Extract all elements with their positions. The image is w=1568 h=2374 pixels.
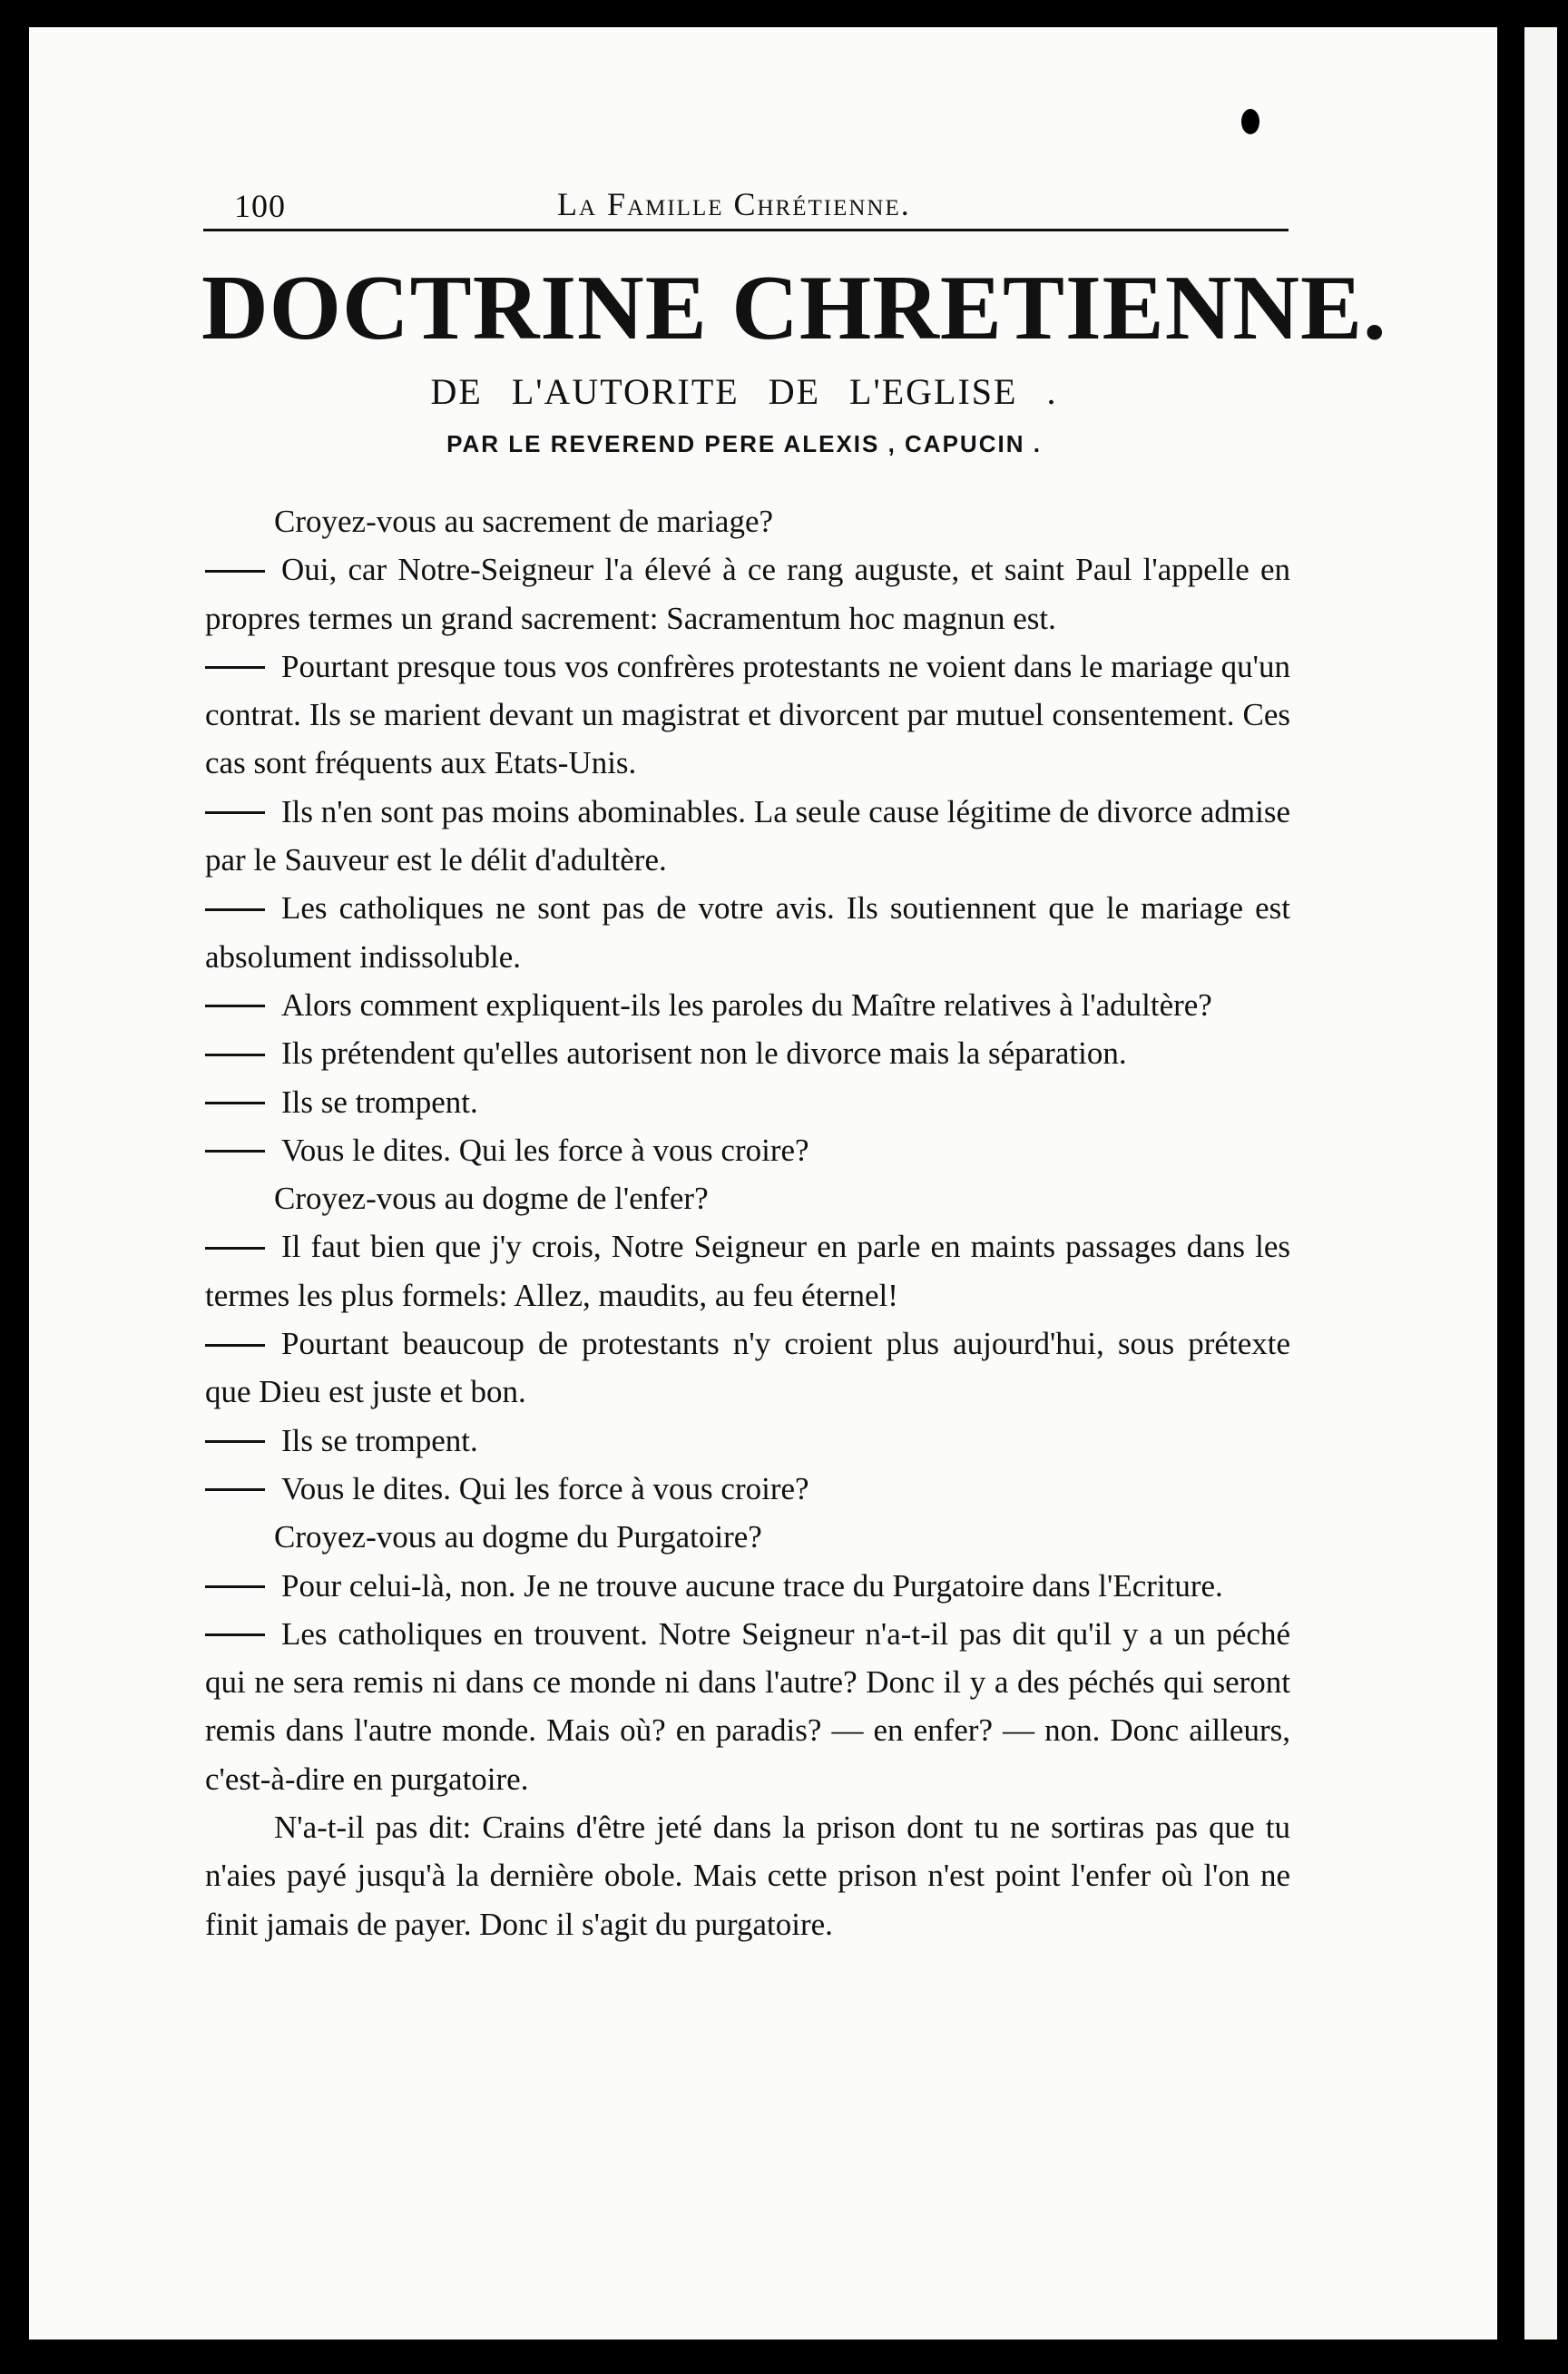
em-dash-rule [205, 1585, 265, 1588]
answer-paragraph [205, 545, 1290, 643]
em-dash-rule [205, 666, 265, 669]
answer-paragraph [205, 1610, 1290, 1803]
paragraph-text: N'a-t-il pas dit: Crains d'être jeté dans la prison dont tu ne sortiras pas que tu n'aies payé jusqu'à la dernière obole. Mais cette prison n'est point l'enfer où l'on ne finit jamais de payer. Donc il s'agit du purgatoire. [205, 1810, 1290, 1942]
answer-paragraph [205, 1417, 1290, 1465]
answer-paragraph [205, 1562, 1290, 1610]
article-subtitle: DE L'AUTORITE DE L'EGLISE . [430, 371, 1058, 412]
em-dash-rule [205, 1488, 265, 1491]
paragraph-text: Pourtant beaucoup de protestants n'y croient plus aujourd'hui, sous prétexte que Dieu est juste et bon. [205, 1326, 1290, 1410]
paragraph-text: Ils se trompent. [281, 1084, 478, 1120]
em-dash-rule [205, 908, 265, 911]
paragraph-text: Croyez-vous au dogme du Purgatoire? [274, 1519, 762, 1555]
answer-paragraph [205, 1029, 1290, 1077]
paragraph-text: Ils se trompent. [281, 1422, 478, 1458]
header-rule [203, 229, 1289, 231]
facing-page-edge [1524, 27, 1557, 2340]
article-body [205, 497, 1290, 1948]
paragraph-text: Croyez-vous au sacrement de mariage? [274, 504, 774, 539]
question-paragraph [205, 1513, 1290, 1561]
paragraph-text: Vous le dites. Qui les force à vous croire? [281, 1470, 809, 1506]
running-title: La Famille Chrétienne. [557, 186, 911, 222]
em-dash-rule [205, 1005, 265, 1007]
ink-blot [1241, 109, 1259, 134]
paragraph-text: Il faut bien que j'y crois, Notre Seigneur en parle en maints passages dans les termes les plus formels: Allez, maudits, au feu éternel! [205, 1229, 1290, 1313]
paragraph-text: Croyez-vous au dogme de l'enfer? [274, 1181, 709, 1217]
article-author: PAR LE REVEREND PERE ALEXIS , CAPUCIN . [446, 430, 1042, 457]
answer-paragraph [205, 1465, 1290, 1513]
question-paragraph [205, 1803, 1290, 1948]
answer-paragraph [205, 788, 1290, 885]
paragraph-text: Les catholiques ne sont pas de votre avis. Ils soutiennent que le mariage est absolument indissoluble. [205, 890, 1290, 975]
em-dash-rule [205, 1150, 265, 1153]
em-dash-rule [205, 1440, 265, 1443]
answer-paragraph [205, 1126, 1290, 1174]
em-dash-rule [205, 1102, 265, 1104]
paragraph-text: Ils prétendent qu'elles autorisent non le divorce mais la séparation. [281, 1035, 1127, 1072]
paragraph-text: Oui, car Notre-Seigneur l'a élevé à ce rang auguste, et saint Paul l'appelle en propres termes un grand sacrement: Sacramentum hoc magnun est. [205, 552, 1290, 636]
answer-paragraph [205, 1222, 1290, 1319]
em-dash-rule [205, 1633, 265, 1636]
paragraph-text: Pour celui-là, non. Je ne trouve aucune trace du Purgatoire dans l'Ecriture. [281, 1567, 1223, 1604]
article-title: DOCTRINE CHRETIENNE. [201, 257, 1387, 359]
paragraph-text: Pourtant presque tous vos confrères protestants ne voient dans le mariage qu'un contrat. Ils se marient devant un magistrat et divorcent par mutuel consentement. Ces cas sont fréquents aux Etats-Unis. [205, 648, 1290, 781]
page-number: 100 [234, 188, 286, 224]
question-paragraph [205, 1174, 1290, 1222]
paragraph-text: Ils n'en sont pas moins abominables. La seule cause légitime de divorce admise par le Sauveur est le délit d'adultère. [205, 793, 1290, 878]
answer-paragraph [205, 884, 1290, 981]
answer-paragraph [205, 1078, 1290, 1126]
paragraph-text: Les catholiques en trouvent. Notre Seigneur n'a-t-il pas dit qu'il y a un péché qui ne sera remis ni dans ce monde ni dans l'autre? Donc il y a des péchés qui seront remis dans l'autre monde. Mais où? en paradis? — en enfer? — non. Donc ailleurs, c'est-à-dire en purgatoire. [205, 1615, 1290, 1797]
answer-paragraph [205, 643, 1290, 788]
question-paragraph [205, 497, 1290, 545]
em-dash-rule [205, 1247, 265, 1250]
running-head [201, 181, 1287, 236]
paragraph-text: Vous le dites. Qui les force à vous croire? [281, 1132, 809, 1168]
em-dash-rule [205, 1344, 265, 1347]
answer-paragraph [205, 1319, 1290, 1417]
paragraph-text: Alors comment expliquent-ils les paroles du Maître relatives à l'adultère? [281, 986, 1212, 1023]
em-dash-rule [205, 811, 265, 814]
em-dash-rule [205, 570, 265, 573]
answer-paragraph [205, 981, 1290, 1029]
em-dash-rule [205, 1054, 265, 1056]
